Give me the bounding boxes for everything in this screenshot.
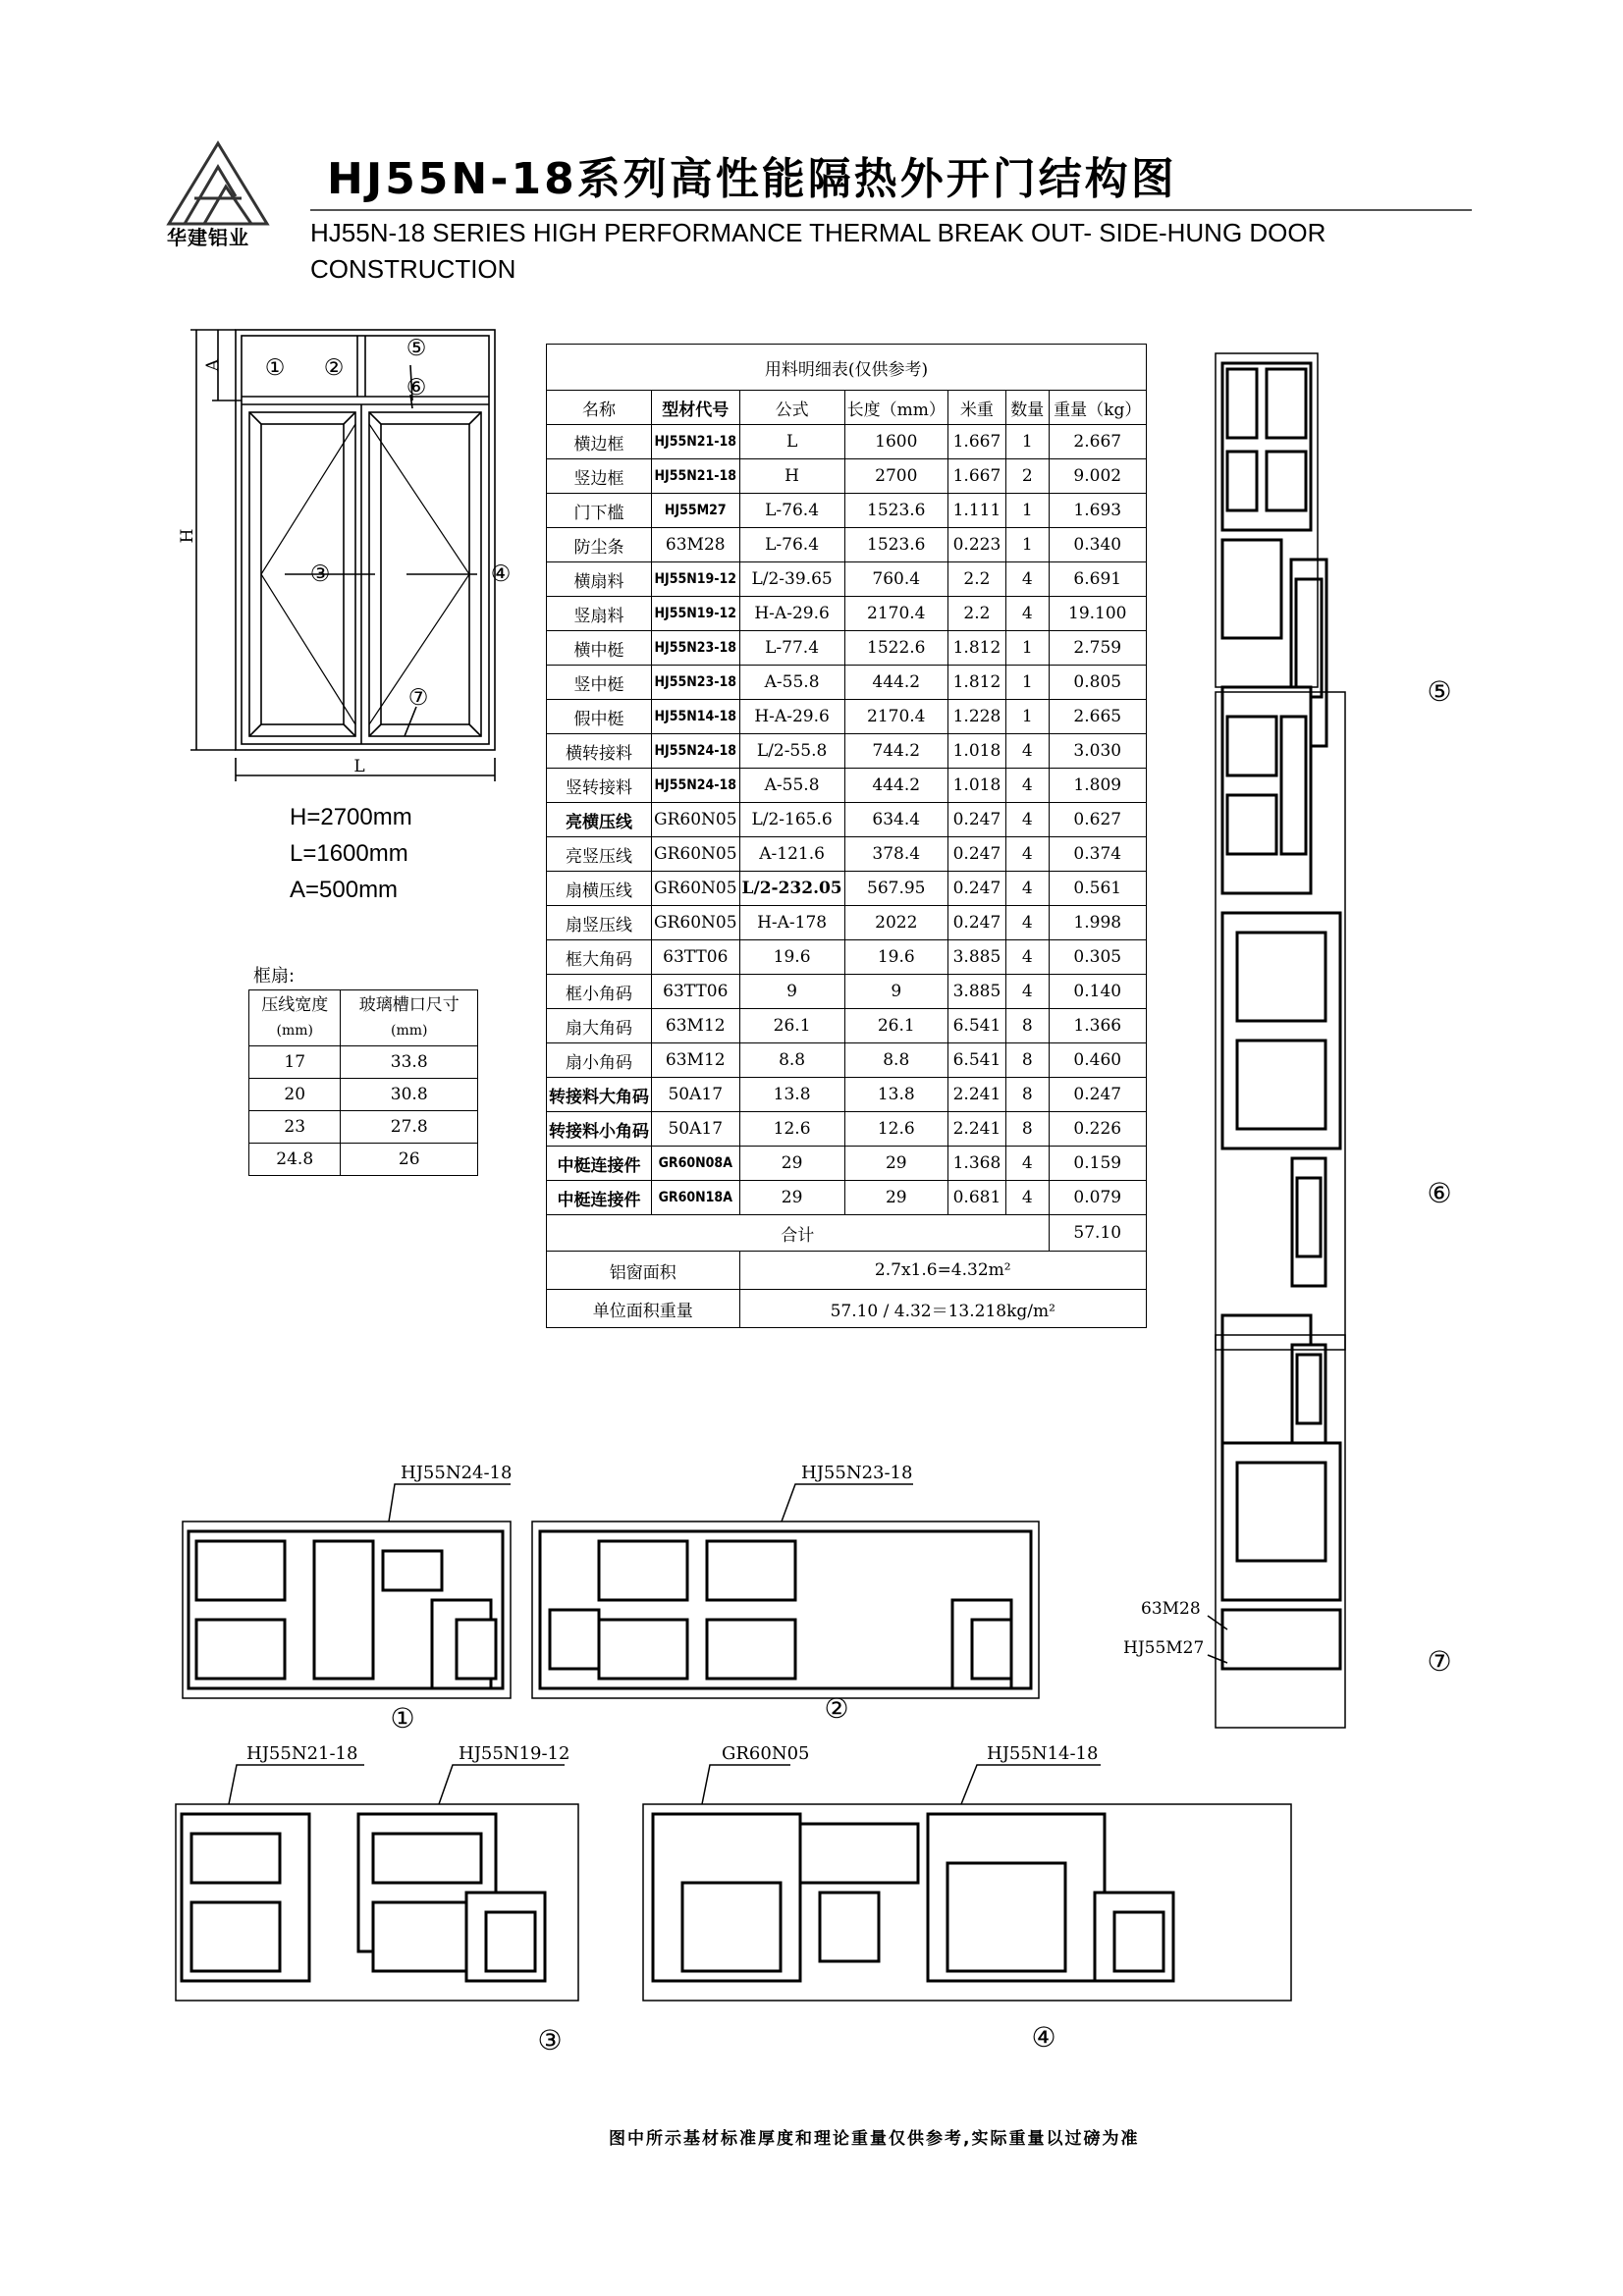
table-cell: 63TT06 xyxy=(652,975,740,1009)
table-cell: 29 xyxy=(844,1181,947,1215)
table-cell: L-77.4 xyxy=(739,631,844,666)
marker-1: ① xyxy=(264,355,286,381)
table-row xyxy=(547,975,1147,1009)
table-cell: 8 xyxy=(1005,1043,1049,1078)
table-cell: 8.8 xyxy=(739,1043,844,1078)
title-rule xyxy=(310,209,1472,211)
table-cell: 378.4 xyxy=(844,837,947,872)
table-cell: 0.561 xyxy=(1049,872,1146,906)
table-cell: 框小角码 xyxy=(547,975,652,1009)
table-cell: 1600 xyxy=(844,425,947,459)
table-row xyxy=(547,940,1147,975)
table-row xyxy=(547,1043,1147,1078)
table-cell: GR60N08A xyxy=(652,1147,740,1181)
table-cell: 634.4 xyxy=(844,803,947,837)
page-subtitle-line-1: HJ55N-18 SERIES HIGH PERFORMANCE THERMAL BREAK OUT- SIDE-HUNG DOOR xyxy=(310,218,1326,247)
material-header-cell: 数量 xyxy=(1005,391,1049,425)
table-cell: 26.1 xyxy=(844,1009,947,1043)
table-row xyxy=(547,528,1147,562)
table-row: 23 27.8 xyxy=(249,1111,478,1144)
material-header-cell: 公式 xyxy=(739,391,844,425)
table-cell: 4 xyxy=(1005,769,1049,803)
dimension-notes xyxy=(290,799,412,908)
table-cell: 444.2 xyxy=(844,666,947,700)
table-cell: 6.691 xyxy=(1049,562,1146,597)
table-row xyxy=(547,1112,1147,1147)
material-header-cell: 重量（kg） xyxy=(1049,391,1146,425)
table-cell: 0.805 xyxy=(1049,666,1146,700)
table-cell: 1.812 xyxy=(947,666,1005,700)
dim-label-a: A xyxy=(203,358,223,372)
table-cell: HJ55N21-18 xyxy=(652,459,740,494)
table-row xyxy=(547,906,1147,940)
table-cell: 13.8 xyxy=(844,1078,947,1112)
table-cell: H-A-29.6 xyxy=(739,597,844,631)
table-row xyxy=(547,769,1147,803)
table-cell: 29 xyxy=(844,1147,947,1181)
table-cell: 63M12 xyxy=(652,1009,740,1043)
table-cell: 扇竖压线 xyxy=(547,906,652,940)
table-cell: 1.693 xyxy=(1049,494,1146,528)
tag-hj55n14-18: HJ55N14-18 xyxy=(987,1745,1099,1764)
table-cell: 1522.6 xyxy=(844,631,947,666)
table-cell: 0.627 xyxy=(1049,803,1146,837)
table-cell: 中梃连接件 xyxy=(547,1181,652,1215)
glass-groove-table xyxy=(248,989,478,1176)
table-cell: 竖转接料 xyxy=(547,769,652,803)
table-cell: GR60N18A xyxy=(652,1181,740,1215)
table-cell: 4 xyxy=(1005,597,1049,631)
table-cell: 50A17 xyxy=(652,1078,740,1112)
table-cell: 2.241 xyxy=(947,1078,1005,1112)
table-cell: 12.6 xyxy=(739,1112,844,1147)
table-cell: 9 xyxy=(739,975,844,1009)
table-cell: 2.759 xyxy=(1049,631,1146,666)
sash-header-width: 压线宽度 (mm) xyxy=(249,990,341,1046)
table-cell: 0.460 xyxy=(1049,1043,1146,1078)
table-row xyxy=(547,837,1147,872)
table-row xyxy=(547,1078,1147,1112)
table-cell: 框大角码 xyxy=(547,940,652,975)
table-cell: 0.226 xyxy=(1049,1112,1146,1147)
horizontal-section-drawing-top xyxy=(177,1463,1070,1737)
unit-weight-label: 单位面积重量 xyxy=(547,1290,740,1328)
company-logo xyxy=(165,139,271,228)
table-cell: 0.340 xyxy=(1049,528,1146,562)
table-cell: A-55.8 xyxy=(739,666,844,700)
vertical-section-drawing xyxy=(1109,344,1483,1737)
table-cell: 0.247 xyxy=(947,837,1005,872)
dim-label-l: L xyxy=(353,757,365,776)
table-cell: 2.241 xyxy=(947,1112,1005,1147)
table-cell: 1.667 xyxy=(947,425,1005,459)
table-row xyxy=(547,803,1147,837)
table-cell: 1.667 xyxy=(947,459,1005,494)
section-number-5: ⑤ xyxy=(1427,675,1452,708)
table-cell: 亮横压线 xyxy=(547,803,652,837)
tag-hj55n23-18: HJ55N23-18 xyxy=(801,1463,913,1483)
page-title: HJ55N-18系列高性能隔热外开门结构图 xyxy=(327,154,1177,204)
table-cell: 亮竖压线 xyxy=(547,837,652,872)
table-row xyxy=(547,1181,1147,1215)
table-row xyxy=(547,872,1147,906)
table-cell: GR60N05 xyxy=(652,803,740,837)
table-cell: 29 xyxy=(739,1147,844,1181)
table-cell: 转接料大角码 xyxy=(547,1078,652,1112)
table-cell: 0.681 xyxy=(947,1181,1005,1215)
table-cell: 567.95 xyxy=(844,872,947,906)
table-cell: 1 xyxy=(1005,425,1049,459)
table-cell: 8 xyxy=(1005,1009,1049,1043)
table-cell: 横边框 xyxy=(547,425,652,459)
sash-header-groove: 玻璃槽口尺寸 (mm) xyxy=(341,990,478,1046)
table-cell: 转接料小角码 xyxy=(547,1112,652,1147)
table-cell: 12.6 xyxy=(844,1112,947,1147)
table-cell: 1.812 xyxy=(947,631,1005,666)
table-cell: GR60N05 xyxy=(652,837,740,872)
tag-63m28: 63M28 xyxy=(1141,1599,1201,1619)
table-cell: 29 xyxy=(739,1181,844,1215)
table-cell: 1 xyxy=(1005,528,1049,562)
table-cell: HJ55N24-18 xyxy=(652,734,740,769)
table-cell: 1.809 xyxy=(1049,769,1146,803)
table-cell: 1523.6 xyxy=(844,494,947,528)
material-table-caption: 用料明细表(仅供参考) xyxy=(547,345,1147,391)
table-cell: 0.247 xyxy=(947,906,1005,940)
dim-l: L=1600mm xyxy=(290,840,408,867)
table-cell: 1 xyxy=(1005,666,1049,700)
material-header-cell: 米重 xyxy=(947,391,1005,425)
table-cell: GR60N05 xyxy=(652,906,740,940)
sash-table-caption: 框扇: xyxy=(253,966,296,987)
table-cell: 8.8 xyxy=(844,1043,947,1078)
table-cell: 4 xyxy=(1005,906,1049,940)
table-cell: 2700 xyxy=(844,459,947,494)
table-cell: 竖扇料 xyxy=(547,597,652,631)
table-cell: 4 xyxy=(1005,975,1049,1009)
table-cell: 0.305 xyxy=(1049,940,1146,975)
table-cell: 1.018 xyxy=(947,769,1005,803)
table-cell: 3.885 xyxy=(947,940,1005,975)
door-elevation-drawing xyxy=(167,314,511,785)
tag-hj55m27: HJ55M27 xyxy=(1123,1638,1205,1658)
table-cell: 假中梃 xyxy=(547,700,652,734)
table-row xyxy=(547,494,1147,528)
material-list-table xyxy=(546,344,1147,1328)
table-cell: 760.4 xyxy=(844,562,947,597)
table-cell: 3.885 xyxy=(947,975,1005,1009)
table-row xyxy=(547,1009,1147,1043)
marker-3: ③ xyxy=(309,561,331,587)
table-cell: 2170.4 xyxy=(844,597,947,631)
table-cell: 1 xyxy=(1005,700,1049,734)
table-cell: 2.2 xyxy=(947,562,1005,597)
table-cell: 13.8 xyxy=(739,1078,844,1112)
page-subtitle-line-2: CONSTRUCTION xyxy=(310,254,516,284)
table-cell: L/2-232.05 xyxy=(739,872,844,906)
table-row: 17 33.8 xyxy=(249,1046,478,1079)
section-number-6: ⑥ xyxy=(1427,1177,1452,1209)
table-cell: 1 xyxy=(1005,494,1049,528)
table-cell: 横转接料 xyxy=(547,734,652,769)
table-cell: 50A17 xyxy=(652,1112,740,1147)
table-cell: 门下槛 xyxy=(547,494,652,528)
area-label: 铝窗面积 xyxy=(547,1252,740,1290)
table-cell: 1 xyxy=(1005,631,1049,666)
table-cell: 4 xyxy=(1005,940,1049,975)
table-cell: 0.159 xyxy=(1049,1147,1146,1181)
table-cell: 1.998 xyxy=(1049,906,1146,940)
table-row xyxy=(547,631,1147,666)
area-value: 2.7x1.6=4.32m² xyxy=(739,1252,1146,1290)
table-cell: 4 xyxy=(1005,1147,1049,1181)
table-cell: L/2-39.65 xyxy=(739,562,844,597)
table-cell: 2 xyxy=(1005,459,1049,494)
section-number-7: ⑦ xyxy=(1427,1645,1452,1678)
table-cell: 9.002 xyxy=(1049,459,1146,494)
tag-gr60n05: GR60N05 xyxy=(722,1745,810,1764)
table-cell: 0.079 xyxy=(1049,1181,1146,1215)
material-header-cell: 型材代号 xyxy=(652,391,740,425)
table-cell: 19.100 xyxy=(1049,597,1146,631)
table-cell: HJ55N14-18 xyxy=(652,700,740,734)
table-cell: 0.223 xyxy=(947,528,1005,562)
table-cell: HJ55N21-18 xyxy=(652,425,740,459)
marker-5: ⑤ xyxy=(406,336,427,361)
table-row xyxy=(547,1147,1147,1181)
table-cell: 8 xyxy=(1005,1112,1049,1147)
table-cell: 444.2 xyxy=(844,769,947,803)
table-cell: HJ55N24-18 xyxy=(652,769,740,803)
table-cell: 2170.4 xyxy=(844,700,947,734)
table-cell: 19.6 xyxy=(739,940,844,975)
table-cell: 6.541 xyxy=(947,1009,1005,1043)
marker-2: ② xyxy=(323,355,345,381)
material-header-cell: 长度（mm） xyxy=(844,391,947,425)
marker-6: ⑥ xyxy=(406,375,427,400)
table-cell: 4 xyxy=(1005,872,1049,906)
table-row xyxy=(547,734,1147,769)
unit-weight-value: 57.10 / 4.32＝13.218kg/m² xyxy=(739,1290,1146,1328)
table-cell: 63TT06 xyxy=(652,940,740,975)
material-table-header xyxy=(547,391,1147,425)
table-cell: 26.1 xyxy=(739,1009,844,1043)
table-cell: 63M12 xyxy=(652,1043,740,1078)
table-cell: HJ55N19-12 xyxy=(652,562,740,597)
dim-h: H=2700mm xyxy=(290,804,412,830)
table-cell: H-A-29.6 xyxy=(739,700,844,734)
table-row xyxy=(547,597,1147,631)
table-cell: 2022 xyxy=(844,906,947,940)
table-row xyxy=(547,459,1147,494)
table-cell: 2.2 xyxy=(947,597,1005,631)
section-number-1: ① xyxy=(390,1702,415,1735)
section-number-3: ③ xyxy=(537,2024,563,2056)
total-label: 合计 xyxy=(547,1215,1050,1252)
table-cell: 0.247 xyxy=(947,872,1005,906)
table-cell: 竖中梃 xyxy=(547,666,652,700)
table-cell: HJ55N19-12 xyxy=(652,597,740,631)
table-cell: H xyxy=(739,459,844,494)
table-cell: 744.2 xyxy=(844,734,947,769)
total-value: 57.10 xyxy=(1049,1215,1146,1252)
table-cell: 中梃连接件 xyxy=(547,1147,652,1181)
table-cell: L-76.4 xyxy=(739,528,844,562)
table-cell: HJ55M27 xyxy=(652,494,740,528)
table-cell: 2.667 xyxy=(1049,425,1146,459)
table-cell: H-A-178 xyxy=(739,906,844,940)
table-cell: 3.030 xyxy=(1049,734,1146,769)
table-cell: 19.6 xyxy=(844,940,947,975)
table-row: 20 30.8 xyxy=(249,1079,478,1111)
tag-hj55n24-18: HJ55N24-18 xyxy=(401,1463,513,1483)
marker-4: ④ xyxy=(490,561,511,587)
table-cell: L xyxy=(739,425,844,459)
table-cell: 4 xyxy=(1005,803,1049,837)
table-cell: 1.368 xyxy=(947,1147,1005,1181)
table-cell: 4 xyxy=(1005,562,1049,597)
table-cell: 竖边框 xyxy=(547,459,652,494)
table-cell: 1.111 xyxy=(947,494,1005,528)
table-cell: GR60N05 xyxy=(652,872,740,906)
tag-hj55n21-18: HJ55N21-18 xyxy=(246,1745,358,1764)
table-cell: 0.374 xyxy=(1049,837,1146,872)
table-cell: 9 xyxy=(844,975,947,1009)
brand-name: 华建铝业 xyxy=(167,226,249,249)
table-cell: 1.366 xyxy=(1049,1009,1146,1043)
tag-hj55n19-12: HJ55N19-12 xyxy=(459,1745,570,1764)
footer-note: 图中所示基材标准厚度和理论重量仅供参考,实际重量以过磅为准 xyxy=(609,2129,1140,2149)
table-cell: 4 xyxy=(1005,1181,1049,1215)
table-cell: 扇大角码 xyxy=(547,1009,652,1043)
table-row xyxy=(547,700,1147,734)
table-cell: 0.247 xyxy=(1049,1078,1146,1112)
material-header-cell: 名称 xyxy=(547,391,652,425)
table-row: 24.8 26 xyxy=(249,1144,478,1176)
section-number-2: ② xyxy=(824,1692,849,1725)
horizontal-section-drawing-bottom xyxy=(172,1745,1330,2069)
table-cell: 2.665 xyxy=(1049,700,1146,734)
dim-label-h: H xyxy=(178,528,197,544)
table-cell: 防尘条 xyxy=(547,528,652,562)
table-cell: 63M28 xyxy=(652,528,740,562)
table-cell: 横扇料 xyxy=(547,562,652,597)
table-cell: 扇小角码 xyxy=(547,1043,652,1078)
table-cell: 1.018 xyxy=(947,734,1005,769)
table-cell: HJ55N23-18 xyxy=(652,666,740,700)
table-cell: A-55.8 xyxy=(739,769,844,803)
table-cell: 1.228 xyxy=(947,700,1005,734)
table-cell: HJ55N23-18 xyxy=(652,631,740,666)
table-cell: 4 xyxy=(1005,837,1049,872)
table-cell: L/2-55.8 xyxy=(739,734,844,769)
table-cell: 6.541 xyxy=(947,1043,1005,1078)
table-cell: 8 xyxy=(1005,1078,1049,1112)
table-cell: A-121.6 xyxy=(739,837,844,872)
dim-a: A=500mm xyxy=(290,877,399,903)
table-cell: 0.247 xyxy=(947,803,1005,837)
table-cell: L-76.4 xyxy=(739,494,844,528)
table-cell: 扇横压线 xyxy=(547,872,652,906)
marker-7: ⑦ xyxy=(407,685,429,711)
table-cell: L/2-165.6 xyxy=(739,803,844,837)
table-cell: 4 xyxy=(1005,734,1049,769)
table-row xyxy=(547,562,1147,597)
section-number-4: ④ xyxy=(1031,2021,1056,2054)
table-row xyxy=(547,666,1147,700)
table-cell: 1523.6 xyxy=(844,528,947,562)
table-row xyxy=(547,425,1147,459)
table-cell: 0.140 xyxy=(1049,975,1146,1009)
table-cell: 横中梃 xyxy=(547,631,652,666)
